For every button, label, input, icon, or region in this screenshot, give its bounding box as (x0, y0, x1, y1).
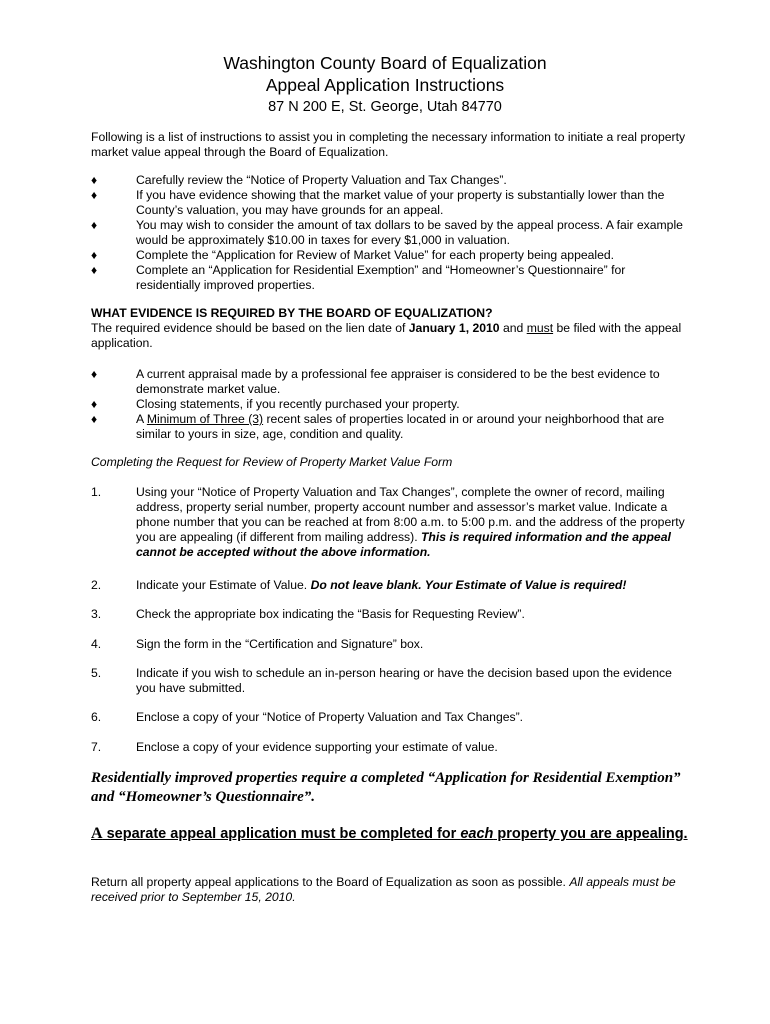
list-item: 7. Enclose a copy of your evidence supporting your estimate of value. (91, 740, 498, 754)
diamond-bullet-icon: ♦ (91, 263, 98, 277)
diamond-bullet-icon: ♦ (91, 397, 98, 411)
list-item: ♦ Carefully review the “Notice of Property Valuation and Tax Changes”. (91, 173, 507, 187)
step-4 (91, 637, 691, 652)
list-item: ♦ You may wish to consider the amount of tax dollars to be saved by the appeal process. A fair example would be approximately $10.00 in taxes for every $1,000 in valuation. (91, 218, 683, 247)
list-item: ♦ Closing statements, if you recently purchased your property. (91, 397, 460, 411)
document-subtitle: Appeal Application Instructions (265, 75, 505, 95)
document-title: Washington County Board of Equalization (223, 53, 547, 73)
list-item: 5. Indicate if you wish to schedule an in-person hearing or have the decision based upon the evidence you have submitted. (91, 666, 672, 695)
document-header (0, 52, 770, 117)
return-instructions: Return all property appeal applications to the Board of Equalization as soon as possible. All appeals must be received prior to September 15, 2010. (91, 875, 676, 904)
list-item: ♦ A Minimum of Three (3) recent sales of properties located in or around your neighborhood that are similar to yours in size, age, condition and quality. (91, 412, 665, 441)
list-item: 2. Indicate your Estimate of Value. Do not leave blank. Your Estimate of Value is required! (91, 578, 627, 592)
evidence-bullets (91, 367, 691, 442)
form-section-heading: Completing the Request for Review of Property Market Value Form (91, 455, 453, 469)
step-6 (91, 710, 691, 725)
evidence-heading: WHAT EVIDENCE IS REQUIRED BY THE BOARD OF EQUALIZATION? (91, 306, 493, 320)
diamond-bullet-icon: ♦ (91, 218, 98, 232)
list-item: 6. Enclose a copy of your “Notice of Property Valuation and Tax Changes”. (91, 710, 524, 724)
step-7 (91, 740, 691, 755)
list-item: 4. Sign the form in the “Certification and Signature” box. (91, 637, 424, 651)
step-5 (91, 666, 691, 696)
list-item: ♦ A current appraisal made by a professional fee appraiser is considered to be the best evidence to demonstrate market value. (91, 367, 660, 396)
list-item: ♦ Complete the “Application for Review of Market Value” for each property being appealed. (91, 248, 615, 262)
list-item: 1. Using your “Notice of Property Valuation and Tax Changes”, complete the owner of record, mailing address, property serial number, property account number and assessor’s market value. Indicate a phone number that you can be reached at from 8:00 a.m. to 5:00 p.m. and the address of the property you are appealing (if different from mailing address). This is required information and the appeal cannot be accepted without the above information. (91, 485, 685, 559)
diamond-bullet-icon: ♦ (91, 412, 98, 426)
evidence-paragraph: The required evidence should be based on the lien date of January 1, 2010 and must be filed with the appeal application. (91, 321, 682, 350)
office-address: 87 N 200 E, St. George, Utah 84770 (268, 99, 502, 115)
intro-paragraph: Following is a list of instructions to assist you in completing the necessary information to initiate a real property market value appeal through the Board of Equalization. (91, 130, 686, 159)
diamond-bullet-icon: ♦ (91, 173, 98, 187)
residential-note: Residentially improved properties require a completed “Application for Residential Exemption” and “Homeowner’s Questionnaire”. (91, 770, 681, 805)
diamond-bullet-icon: ♦ (91, 367, 98, 381)
step-1 (91, 485, 691, 560)
step-2 (91, 578, 691, 593)
separate-application-notice: A separate appeal application must be completed for each property you are appealing. (91, 825, 688, 842)
diamond-bullet-icon: ♦ (91, 248, 98, 262)
diamond-bullet-icon: ♦ (91, 188, 98, 202)
list-item: ♦ Complete an “Application for Residential Exemption” and “Homeowner’s Questionnaire” for residentially improved properties. (91, 263, 626, 292)
list-item: 3. Check the appropriate box indicating the “Basis for Requesting Review”. (91, 607, 525, 621)
instruction-bullets (91, 173, 691, 293)
list-item: ♦ If you have evidence showing that the market value of your property is substantially lower than the County’s valuation, you may have grounds for an appeal. (91, 188, 665, 217)
step-3 (91, 607, 691, 622)
